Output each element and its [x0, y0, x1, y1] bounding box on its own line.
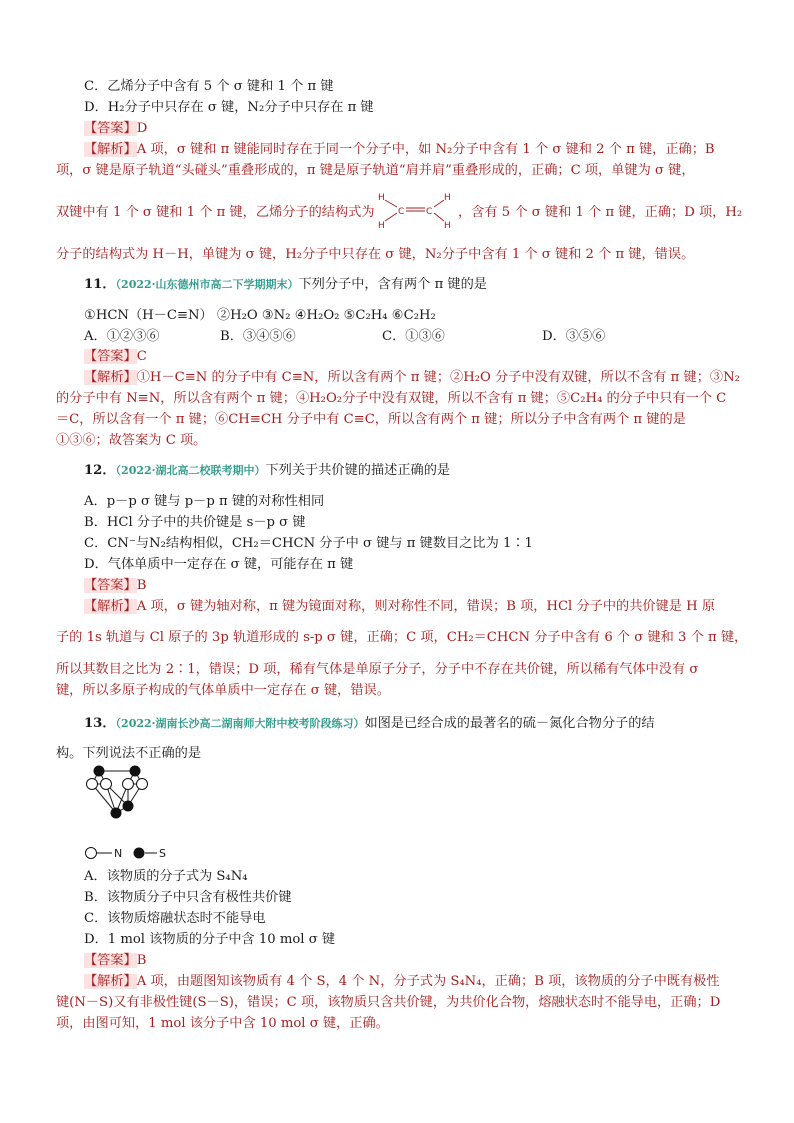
q10-option-d: D．H₂分子中只存在 σ 键，N₂分子中只存在 π 键 — [84, 100, 374, 115]
q11-option-d: D．③⑤⑥ — [542, 329, 606, 344]
q13-explanation-line-3: 项，由图可知，1 mol 该分子中含 10 mol σ 键，正确。 — [56, 1016, 389, 1031]
nitrogen-atom — [123, 779, 134, 790]
q13-explanation-line-1: 【解析】A 项，由题图知该物质有 4 个 S，4 个 N，分子式为 S₄N₄，正确；B 项，该物质的分子中既有极性 — [84, 974, 720, 989]
sulfur-atom — [94, 766, 105, 777]
sulfur-atom — [111, 808, 122, 819]
explanation-tag: 【解析】 — [84, 142, 137, 157]
q10-explanation-line-3a: 双键中有 1 个 σ 键和 1 个 π 键，乙烯分子的结构式为 — [56, 205, 375, 220]
q10-option-c: C．乙烯分子中含有 5 个 σ 键和 1 个 π 键 — [84, 79, 334, 94]
nitrogen-atom — [87, 779, 98, 790]
q13-option-b: B．该物质分子中只含有极性共价键 — [84, 890, 292, 905]
atom-h: H — [378, 193, 385, 203]
ethylene-structure — [372, 188, 464, 232]
q10-explanation-line-3b: ，含有 5 个 σ 键和 1 个 π 键，正确；D 项，H₂ — [458, 205, 743, 220]
q12-explanation-line-1: 【解析】A 项，σ 键为轴对称，π 键为镜面对称，则对称性不同，错误；B 项，HCl 分子中的共价键是 H 原 — [84, 599, 716, 614]
q11-explanation-line-4: ①③⑥；故答案为 C 项。 — [56, 433, 207, 448]
atom-c: C — [398, 207, 405, 217]
answer-value: B — [136, 953, 147, 968]
q11-answer — [84, 348, 147, 365]
answer-tag: 【答案】 — [84, 349, 137, 364]
atom-c: C — [426, 207, 433, 217]
q11-explanation-line-3: ＝C，所以含有一个 π 键；⑥CH≡CH 分子中有 C≡C，所以含有两个 π 键；所以分子中含有两个 π 键的是 — [56, 412, 686, 427]
q11-option-b: B．③④⑤⑥ — [220, 329, 296, 344]
legend-n-label: N — [114, 847, 123, 860]
q13-option-c: C．该物质熔融状态时不能导电 — [84, 911, 266, 926]
explanation-tag: 【解析】 — [84, 370, 137, 385]
q12-option-d: D．气体单质中一定存在 σ 键，可能存在 π 键 — [84, 557, 354, 572]
answer-value: B — [136, 578, 147, 593]
sulfur-atom — [130, 766, 141, 777]
nitrogen-atom — [137, 779, 148, 790]
question-number: 13． — [84, 716, 116, 731]
atom-h: H — [444, 193, 451, 203]
q13-answer — [84, 952, 146, 969]
answer-value: C — [136, 349, 147, 364]
question-source: （2022·湖北高二校联考期中） — [115, 464, 266, 477]
nitrogen-legend-icon — [86, 848, 97, 859]
sulfur-atom — [123, 801, 134, 812]
q10-explanation-line-4: 分子的结构式为 H－H，单键为 σ 键，H₂分子中只存在 σ 键，N₂分子中含有 1 个 σ 键和 2 个 π 键，错误。 — [56, 247, 695, 262]
q11-option-a: A．①②③⑥ — [84, 329, 160, 344]
sulfur-legend-icon — [134, 848, 145, 859]
atom-h: H — [378, 221, 385, 231]
q11-stem: 11．（2022·山东德州市高二下学期期末）下列分子中，含有两个 π 键的是 — [84, 277, 487, 292]
q10-explanation-line-2: 项，σ 键是原子轨道“头碰头”重叠形成的，π 键是原子轨道“肩并肩”重叠形成的，正确；C 项，单键为 σ 键， — [56, 163, 695, 178]
q13-option-a: A．该物质的分子式为 S₄N₄ — [84, 869, 248, 884]
atom-h: H — [444, 221, 451, 231]
explanation-tag: 【解析】 — [84, 599, 137, 614]
answer-tag: 【答案】 — [84, 953, 137, 968]
atom-legend — [84, 844, 174, 862]
q12-option-a: A．p－p σ 键与 p－p π 键的对称性相同 — [84, 494, 325, 509]
q12-option-b: B．HCl 分子中的共价键是 s－p σ 键 — [84, 515, 306, 530]
q10-answer — [84, 120, 147, 137]
q13-option-d: D．1 mol 该物质的分子中含 10 mol σ 键 — [84, 932, 336, 947]
explanation-tag: 【解析】 — [84, 974, 137, 989]
question-source: （2022·湖南长沙高二湖南师大附中校考阶段练习） — [115, 717, 365, 730]
answer-tag: 【答案】 — [84, 578, 137, 593]
q13-stem-line-1: 13．（2022·湖南长沙高二湖南师大附中校考阶段练习）如图是已经合成的最著名的硫－氮化合物分子的结 — [84, 716, 655, 731]
q12-explanation-line-3: 所以其数目之比为 2∶1，错误；D 项，稀有气体是单原子分子，分子中不存在共价键，所以稀有气体中没有 σ — [56, 662, 699, 677]
question-number: 12． — [84, 463, 116, 478]
question-source: （2022·山东德州市高二下学期期末） — [115, 278, 299, 291]
s4n4-structure-diagram — [82, 762, 174, 838]
q12-option-c: C．CN⁻与N₂结构相似，CH₂＝CHCN 分子中 σ 键与 π 键数目之比为 1∶1 — [84, 536, 533, 551]
q11-option-c: C．①③⑥ — [382, 329, 445, 344]
q11-explanation-line-1: 【解析】①H－C≡N 的分子中有 C≡N，所以含有两个 π 键；②H₂O 分子中没有双键，所以不含有 π 键；③N₂ — [84, 370, 740, 385]
question-number: 11． — [84, 277, 116, 292]
answer-value: D — [136, 121, 148, 136]
q11-items: ①HCN（H－C≡N） ②H₂O ③N₂ ④H₂O₂ ⑤C₂H₄ ⑥C₂H₂ — [84, 308, 436, 323]
q13-stem-line-2: 构。下列说法不正确的是 — [56, 746, 202, 761]
q12-answer — [84, 577, 146, 594]
q13-explanation-line-2: 键(N－S)又有非极性键(S－S)，错误；C 项，该物质只含共价键，为共价化合物，熔融状态时不能导电，正确；D — [56, 995, 721, 1010]
legend-s-label: S — [159, 847, 166, 860]
q12-stem: 12．（2022·湖北高二校联考期中）下列关于共价键的描述正确的是 — [84, 463, 451, 478]
q12-explanation-line-4: 键，所以多原子构成的气体单质中一定存在 σ 键，错误。 — [56, 683, 390, 698]
q11-explanation-line-2: 的分子中有 N≡N，所以含有两个 π 键；④H₂O₂分子中没有双键，所以不含有 π 键；⑤C₂H₄ 的分子中只有一个 C — [56, 391, 727, 406]
q12-explanation-line-2: 子的 1s 轨道与 Cl 原子的 3p 轨道形成的 s-p σ 键，正确；C 项，CH₂＝CHCN 分子中含有 6 个 σ 键和 3 个 π 键， — [56, 630, 748, 645]
answer-tag: 【答案】 — [84, 121, 137, 136]
q10-explanation-line-1: 【解析】A 项，σ 键和 π 键能同时存在于同一个分子中，如 N₂分子中含有 1 个 σ 键和 2 个 π 键，正确；B — [84, 142, 715, 157]
nitrogen-atom — [101, 779, 112, 790]
